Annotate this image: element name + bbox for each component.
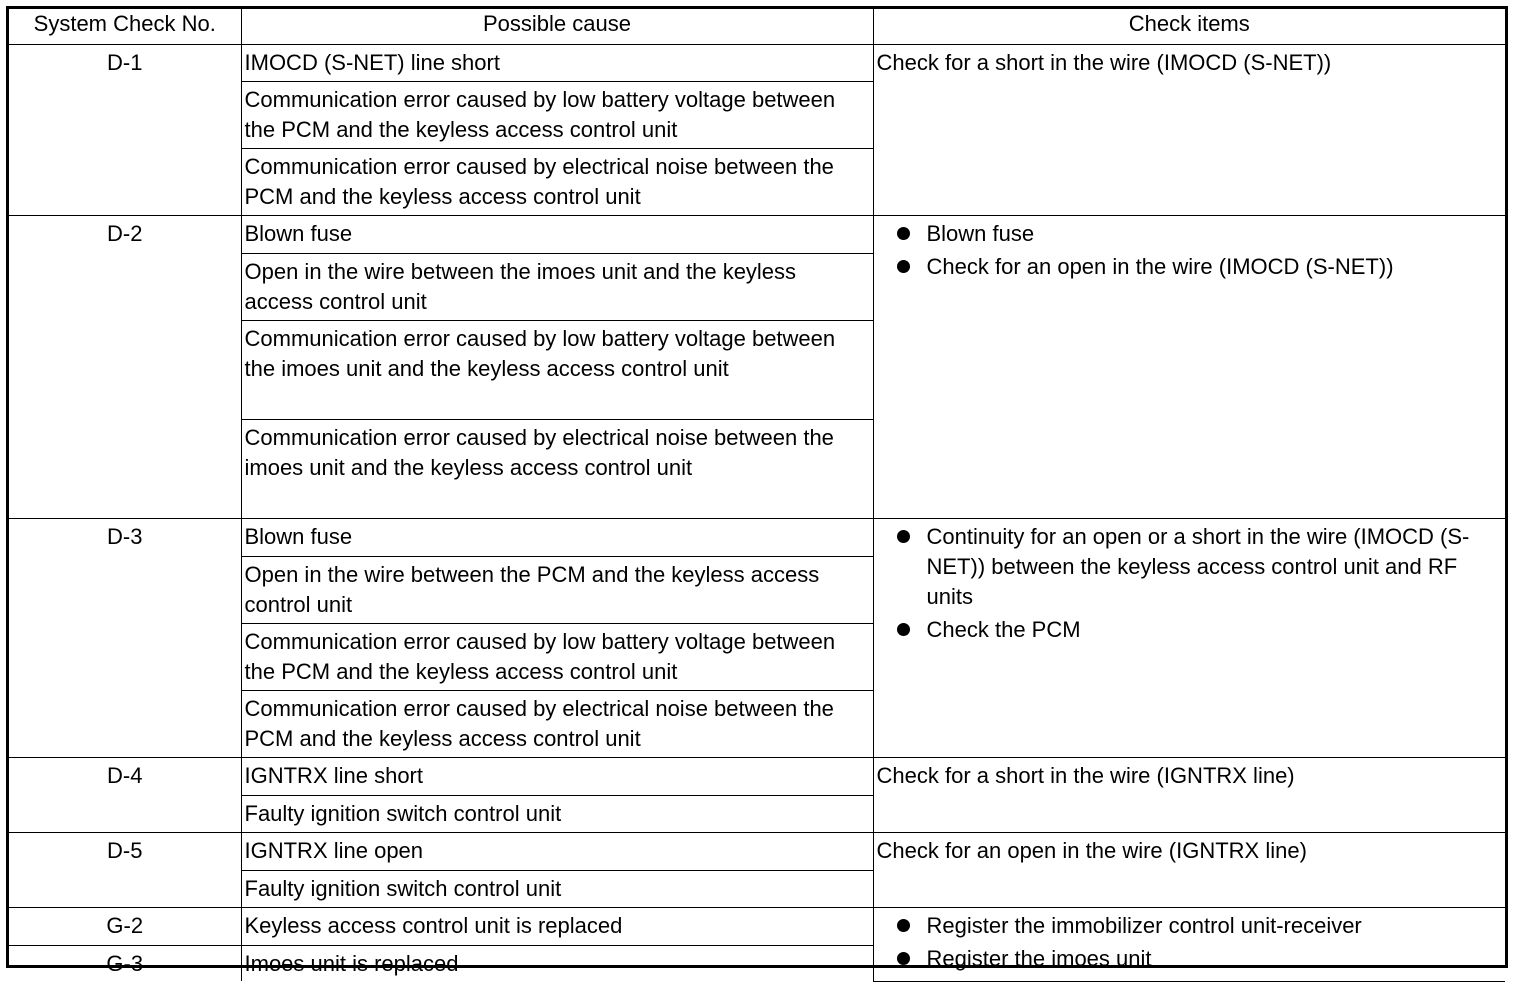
possible-cause-cell: Faulty ignition switch control unit xyxy=(241,871,873,908)
possible-cause-cell: Communication error caused by electrical noise between the PCM and the keyless access control unit xyxy=(241,149,873,216)
possible-cause-cell: Communication error caused by electrical noise between the PCM and the keyless access control unit xyxy=(241,691,873,758)
possible-cause-cell: IGNTRX line open xyxy=(241,833,873,871)
check-items-cell: Check for an open in the wire (IGNTRX line) xyxy=(873,833,1505,908)
check-items-cell xyxy=(873,216,1505,519)
check-item-text: Register the immobilizer control unit-receiver xyxy=(926,913,1362,938)
table-row xyxy=(9,758,1505,796)
check-item-text: Register the imoes unit xyxy=(926,946,1152,971)
bullet-icon xyxy=(897,623,910,636)
system-check-no-cell: D-2 xyxy=(9,216,241,519)
possible-cause-cell: IGNTRX line short xyxy=(241,758,873,796)
bullet-icon xyxy=(897,530,910,543)
bullet-icon xyxy=(897,260,910,273)
check-item-text: Blown fuse xyxy=(926,221,1035,246)
possible-cause-cell: Communication error caused by low battery voltage between the imoes unit and the keyless access control unit xyxy=(241,321,873,420)
system-check-no-cell: G-2 xyxy=(9,908,241,946)
possible-cause-cell: Faulty ignition switch control unit xyxy=(241,796,873,833)
possible-cause-cell: Keyless access control unit is replaced xyxy=(241,908,873,946)
possible-cause-cell: IMOCD (S-NET) line short xyxy=(241,45,873,82)
bullet-icon xyxy=(897,227,910,240)
header-check-items: Check items xyxy=(873,9,1505,45)
header-system-check-no: System Check No. xyxy=(9,9,241,45)
check-item xyxy=(877,522,1503,612)
check-item-text: Continuity for an open or a short in the wire (IMOCD (S-NET)) between the keyless access control unit and RF units xyxy=(926,524,1470,609)
diagnostic-table-container xyxy=(6,6,1508,976)
system-check-no-cell: D-3 xyxy=(9,519,241,758)
system-check-no-cell: D-1 xyxy=(9,45,241,216)
possible-cause-cell: Blown fuse xyxy=(241,216,873,254)
check-items-list xyxy=(877,522,1503,645)
check-item-text: Check for an open in the wire (IMOCD (S-NET)) xyxy=(926,254,1394,279)
check-items-cell xyxy=(873,908,1505,982)
possible-cause-cell: Communication error caused by electrical noise between the imoes unit and the keyless access control unit xyxy=(241,420,873,519)
check-items-cell: Check for a short in the wire (IGNTRX line) xyxy=(873,758,1505,833)
possible-cause-cell: Communication error caused by low battery voltage between the PCM and the keyless access control unit xyxy=(241,82,873,149)
header-row xyxy=(9,9,1505,45)
check-item xyxy=(877,615,1503,645)
system-check-table xyxy=(9,9,1505,982)
system-check-no-cell: D-5 xyxy=(9,833,241,908)
possible-cause-cell: Blown fuse xyxy=(241,519,873,557)
check-item xyxy=(877,944,1503,974)
bullet-icon xyxy=(897,952,910,965)
system-check-no-cell: D-4 xyxy=(9,758,241,833)
check-item xyxy=(877,911,1503,941)
check-items-list xyxy=(877,219,1503,282)
check-items-list xyxy=(877,911,1503,974)
possible-cause-cell: Open in the wire between the PCM and the keyless access control unit xyxy=(241,557,873,624)
table-row xyxy=(9,833,1505,871)
check-items-cell: Check for a short in the wire (IMOCD (S-NET)) xyxy=(873,45,1505,216)
header-possible-cause: Possible cause xyxy=(241,9,873,45)
possible-cause-cell: Open in the wire between the imoes unit and the keyless access control unit xyxy=(241,254,873,321)
possible-cause-cell: Imoes unit is replaced xyxy=(241,946,873,982)
possible-cause-cell: Communication error caused by low battery voltage between the PCM and the keyless access control unit xyxy=(241,624,873,691)
system-check-no-cell: G-3 xyxy=(9,946,241,982)
table-row xyxy=(9,216,1505,254)
check-items-cell xyxy=(873,519,1505,758)
table-row xyxy=(9,908,1505,946)
bullet-icon xyxy=(897,919,910,932)
table-row xyxy=(9,45,1505,82)
check-item xyxy=(877,219,1503,249)
check-item xyxy=(877,252,1503,282)
table-row xyxy=(9,519,1505,557)
check-item-text: Check the PCM xyxy=(926,617,1081,642)
